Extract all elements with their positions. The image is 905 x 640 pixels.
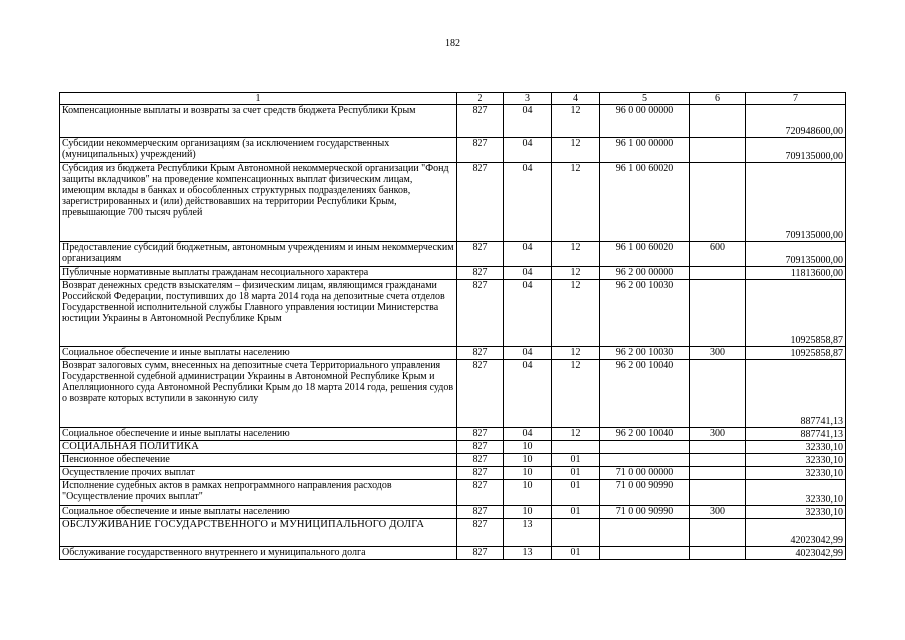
cell-subsection: 12 (552, 105, 600, 138)
cell-target-article: 96 1 00 60020 (600, 242, 690, 267)
cell-subsection: 12 (552, 242, 600, 267)
table-row (60, 454, 846, 467)
cell-target-article: 96 2 00 00000 (600, 267, 690, 280)
cell-section: 10 (504, 467, 552, 480)
cell-expense-type: 300 (690, 428, 746, 441)
row-description: Пенсионное обеспечение (60, 454, 457, 467)
row-description: Предоставление субсидий бюджетным, автономным учреждениям и иным некоммерческим организациям (60, 242, 457, 267)
table-row (60, 467, 846, 480)
cell-subsection: 01 (552, 480, 600, 506)
table-row (60, 519, 846, 547)
cell-ministry-code: 827 (457, 480, 504, 506)
row-description: ОБСЛУЖИВАНИЕ ГОСУДАРСТВЕННОГО и МУНИЦИПАЛЬНОГО ДОЛГА (60, 519, 457, 547)
cell-expense-type (690, 467, 746, 480)
cell-subsection: 01 (552, 454, 600, 467)
cell-target-article: 96 0 00 00000 (600, 105, 690, 138)
cell-section: 10 (504, 480, 552, 506)
cell-expense-type (690, 360, 746, 428)
cell-amount: 32330,10 (746, 441, 846, 454)
cell-target-article: 71 0 00 90990 (600, 506, 690, 519)
cell-target-article: 96 1 00 00000 (600, 138, 690, 163)
cell-subsection: 01 (552, 506, 600, 519)
cell-ministry-code: 827 (457, 506, 504, 519)
row-description: Осуществление прочих выплат (60, 467, 457, 480)
cell-section: 04 (504, 138, 552, 163)
cell-expense-type: 300 (690, 506, 746, 519)
cell-expense-type (690, 480, 746, 506)
table-row (60, 105, 846, 138)
table-row (60, 428, 846, 441)
cell-section: 04 (504, 347, 552, 360)
page-number: 182 (445, 38, 460, 49)
cell-ministry-code: 827 (457, 441, 504, 454)
cell-subsection: 01 (552, 547, 600, 560)
cell-section: 10 (504, 441, 552, 454)
cell-target-article: 96 2 00 10040 (600, 360, 690, 428)
cell-target-article: 71 0 00 90990 (600, 480, 690, 506)
column-header: 1 (60, 93, 457, 105)
cell-ministry-code: 827 (457, 347, 504, 360)
row-description: Возврат залоговых сумм, внесенных на депозитные счета Территориального управления Государственной судебной администрации Украины в Автономной Республике Крым и Апелляционного суда Автономной Республики Крым до 18 марта 2014 года, решения судов о возврате которых вступили в законную силу (60, 360, 457, 428)
cell-amount: 887741,13 (746, 360, 846, 428)
cell-subsection: 12 (552, 138, 600, 163)
table-row (60, 138, 846, 163)
table-row (60, 280, 846, 347)
cell-amount: 709135000,00 (746, 242, 846, 267)
row-description: Компенсационные выплаты и возвраты за счет средств бюджета Республики Крым (60, 105, 457, 138)
cell-amount: 32330,10 (746, 467, 846, 480)
cell-expense-type (690, 454, 746, 467)
column-header: 2 (457, 93, 504, 105)
row-description: Социальное обеспечение и иные выплаты населению (60, 428, 457, 441)
column-header: 4 (552, 93, 600, 105)
cell-section: 13 (504, 547, 552, 560)
row-description: Социальное обеспечение и иные выплаты населению (60, 506, 457, 519)
cell-section: 04 (504, 242, 552, 267)
row-description: Социальное обеспечение и иные выплаты населению (60, 347, 457, 360)
cell-target-article (600, 454, 690, 467)
cell-target-article (600, 547, 690, 560)
cell-subsection: 12 (552, 163, 600, 242)
cell-target-article: 96 2 00 10040 (600, 428, 690, 441)
cell-amount: 32330,10 (746, 480, 846, 506)
cell-section: 04 (504, 360, 552, 428)
cell-section: 04 (504, 280, 552, 347)
cell-section: 10 (504, 506, 552, 519)
cell-amount: 32330,10 (746, 454, 846, 467)
cell-ministry-code: 827 (457, 163, 504, 242)
cell-subsection: 12 (552, 428, 600, 441)
cell-ministry-code: 827 (457, 138, 504, 163)
table-row (60, 242, 846, 267)
cell-target-article: 96 2 00 10030 (600, 347, 690, 360)
table-row (60, 441, 846, 454)
cell-subsection: 01 (552, 467, 600, 480)
cell-expense-type: 600 (690, 242, 746, 267)
cell-expense-type (690, 163, 746, 242)
cell-expense-type (690, 280, 746, 347)
cell-expense-type (690, 547, 746, 560)
cell-ministry-code: 827 (457, 519, 504, 547)
cell-amount: 709135000,00 (746, 138, 846, 163)
cell-target-article: 71 0 00 00000 (600, 467, 690, 480)
cell-expense-type (690, 138, 746, 163)
cell-ministry-code: 827 (457, 454, 504, 467)
cell-ministry-code: 827 (457, 360, 504, 428)
cell-section: 13 (504, 519, 552, 547)
cell-ministry-code: 827 (457, 428, 504, 441)
table-row (60, 547, 846, 560)
cell-target-article (600, 519, 690, 547)
cell-amount: 11813600,00 (746, 267, 846, 280)
cell-subsection: 12 (552, 347, 600, 360)
cell-subsection: 12 (552, 267, 600, 280)
row-description: СОЦИАЛЬНАЯ ПОЛИТИКА (60, 441, 457, 454)
column-header: 6 (690, 93, 746, 105)
cell-expense-type (690, 519, 746, 547)
cell-amount: 10925858,87 (746, 347, 846, 360)
cell-expense-type (690, 267, 746, 280)
cell-subsection (552, 519, 600, 547)
cell-section: 04 (504, 163, 552, 242)
cell-section: 04 (504, 267, 552, 280)
cell-target-article: 96 2 00 10030 (600, 280, 690, 347)
cell-ministry-code: 827 (457, 547, 504, 560)
cell-expense-type (690, 441, 746, 454)
cell-ministry-code: 827 (457, 267, 504, 280)
cell-amount: 4023042,99 (746, 547, 846, 560)
row-description: Субсидии некоммерческим организациям (за исключением государственных (муниципальных) учреждений) (60, 138, 457, 163)
column-header: 7 (746, 93, 846, 105)
cell-subsection: 12 (552, 280, 600, 347)
table-row (60, 506, 846, 519)
cell-amount: 32330,10 (746, 506, 846, 519)
cell-amount: 887741,13 (746, 428, 846, 441)
cell-subsection (552, 441, 600, 454)
cell-ministry-code: 827 (457, 105, 504, 138)
table-row (60, 267, 846, 280)
cell-target-article (600, 441, 690, 454)
table-row (60, 360, 846, 428)
cell-expense-type: 300 (690, 347, 746, 360)
cell-section: 04 (504, 428, 552, 441)
row-description: Обслуживание государственного внутреннего и муниципального долга (60, 547, 457, 560)
cell-ministry-code: 827 (457, 242, 504, 267)
budget-table (59, 92, 846, 560)
row-description: Возврат денежных средств взыскателям – физическим лицам, являющимся гражданами Российской Федерации, поступивших до 18 марта 2014 года на депозитные счета отделов Государственной исполнительной службы Главного управления юстиции Министерства юстиции Украины в Автономной Республике Крым (60, 280, 457, 347)
cell-amount: 709135000,00 (746, 163, 846, 242)
column-header: 3 (504, 93, 552, 105)
cell-subsection: 12 (552, 360, 600, 428)
table-row (60, 480, 846, 506)
cell-expense-type (690, 105, 746, 138)
table-row (60, 163, 846, 242)
cell-amount: 10925858,87 (746, 280, 846, 347)
table-row (60, 347, 846, 360)
cell-section: 10 (504, 454, 552, 467)
cell-section: 04 (504, 105, 552, 138)
cell-ministry-code: 827 (457, 280, 504, 347)
row-description: Исполнение судебных актов в рамках непрограммного направления расходов "Осуществление прочих выплат" (60, 480, 457, 506)
column-header: 5 (600, 93, 690, 105)
cell-ministry-code: 827 (457, 467, 504, 480)
cell-amount: 720948600,00 (746, 105, 846, 138)
cell-target-article: 96 1 00 60020 (600, 163, 690, 242)
row-description: Субсидия из бюджета Республики Крым Автономной некоммерческой организации "Фонд защиты вкладчиков" на проведение компенсационных выплат физическим лицам, имеющим вклады в банках и обособленных структурных подразделениях банков, зарегистрированных и (или) действовавших на территории Республики Крым, превышающие 700 тысяч рублей (60, 163, 457, 242)
cell-amount: 42023042,99 (746, 519, 846, 547)
row-description: Публичные нормативные выплаты гражданам несоциального характера (60, 267, 457, 280)
header-row (60, 93, 846, 105)
